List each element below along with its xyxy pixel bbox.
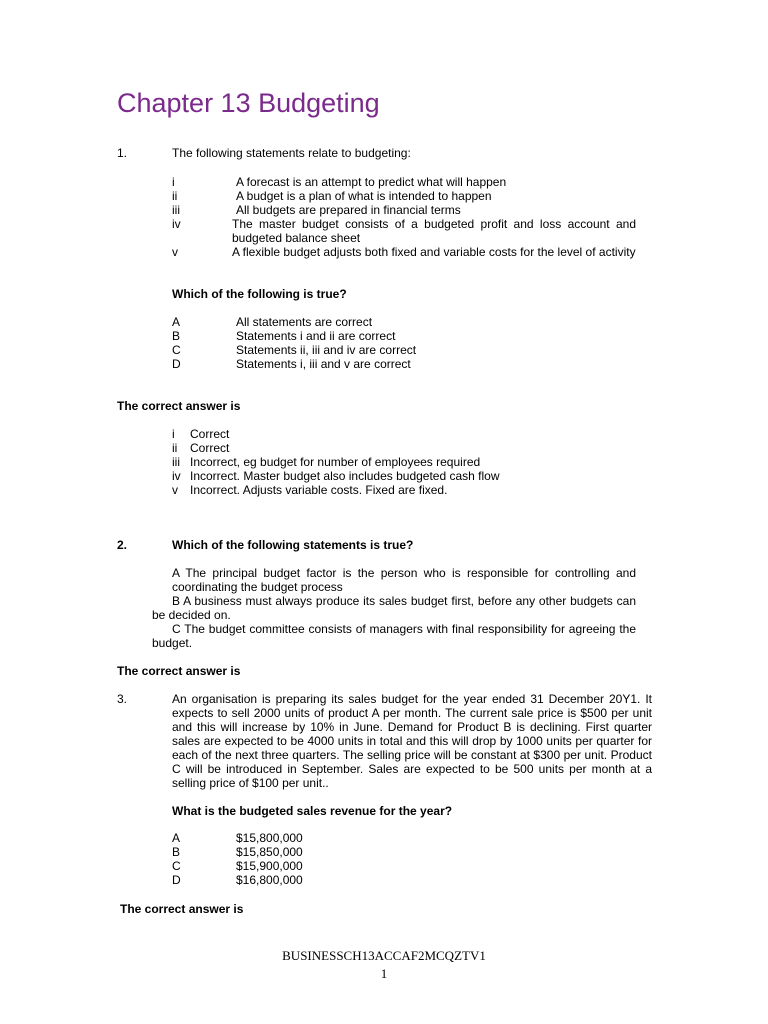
option-letter: A: [172, 831, 181, 845]
option-text: Statements ii, iii and iv are correct: [236, 343, 417, 357]
question-2-question: Which of the following statements is true?: [172, 538, 414, 552]
statement-text: A budget is a plan of what is intended to happen: [236, 189, 492, 203]
statement-number: ii: [172, 189, 178, 203]
answer-number: iii: [172, 455, 180, 469]
statement-number: iv: [172, 217, 181, 231]
question-3-body: An organisation is preparing its sales budget for the year ended 31 December 20Y1. It expects to sell 2000 units of product A per month. The current sale price is $500 per unit and this will increase by 10% in June. Demand for Product B is declining. First quarter sales are expected to be 4000 units in total and this will drop by 1000 units per quarter for each of the next three quarters. The selling price will be constant at $300 per unit. Product C will be introduced in September. Sales are expected to be 500 units per month at a selling price of $100 per unit..: [172, 692, 652, 790]
question-1-number: 1.: [117, 146, 128, 160]
answer-text: Incorrect, eg budget for number of employees required: [190, 455, 481, 469]
option-text: $16,800,000: [236, 873, 303, 887]
answer-text: Incorrect. Master budget also includes budgeted cash flow: [190, 469, 500, 483]
question-1-question: Which of the following is true?: [172, 287, 347, 301]
option-text: $15,800,000: [236, 831, 303, 845]
statement-text: A flexible budget adjusts both fixed and variable costs for the level of activity: [232, 245, 636, 259]
statement-text: A forecast is an attempt to predict what will happen: [236, 175, 507, 189]
question-1-prompt: The following statements relate to budgeting:: [172, 146, 411, 160]
footer-document-code: BUSINESSCH13ACCAF2MCQZTV1: [282, 948, 486, 963]
chapter-title: Chapter 13 Budgeting: [117, 88, 380, 118]
option-letter: A: [172, 315, 181, 329]
option-text: All statements are correct: [236, 315, 373, 329]
answer-heading: The correct answer is: [120, 902, 244, 916]
answer-number: iv: [172, 469, 181, 483]
answer-number: i: [172, 427, 175, 441]
option-text: $15,850,000: [236, 845, 303, 859]
option-text: Statements i, iii and v are correct: [236, 357, 411, 371]
answer-text: Correct: [190, 441, 230, 455]
answer-number: v: [172, 483, 178, 497]
option-text: Statements i and ii are correct: [236, 329, 396, 343]
option-letter: D: [172, 873, 181, 887]
question-2-number: 2.: [117, 538, 128, 552]
answer-heading: The correct answer is: [117, 664, 241, 678]
statement-number: v: [172, 245, 178, 259]
option-letter: C: [172, 859, 181, 873]
option-letter: D: [172, 357, 181, 371]
statement-number: i: [172, 175, 175, 189]
option-text: $15,900,000: [236, 859, 303, 873]
answer-text: Incorrect. Adjusts variable costs. Fixed are fixed.: [190, 483, 448, 497]
question-2-option-b: B A business must always produce its sales budget first, before any other budgets can be decided on.: [152, 594, 636, 622]
footer-page-number: 1: [380, 966, 388, 981]
question-3-number: 3.: [117, 692, 128, 706]
question-2-option-a: A The principal budget factor is the person who is responsible for controlling and coordinating the budget process: [172, 566, 636, 594]
answer-number: ii: [172, 441, 178, 455]
option-letter: B: [172, 845, 181, 859]
option-letter: C: [172, 343, 181, 357]
answer-text: Correct: [190, 427, 230, 441]
statement-text: All budgets are prepared in financial terms: [236, 203, 461, 217]
statement-text: The master budget consists of a budgeted profit and loss account and budgeted balance sheet: [232, 217, 636, 245]
option-letter: B: [172, 329, 181, 343]
question-3-question: What is the budgeted sales revenue for the year?: [172, 804, 453, 818]
answer-heading: The correct answer is: [117, 399, 241, 413]
question-2-option-c: C The budget committee consists of managers with final responsibility for agreeing the budget.: [152, 622, 636, 650]
statement-number: iii: [172, 203, 180, 217]
